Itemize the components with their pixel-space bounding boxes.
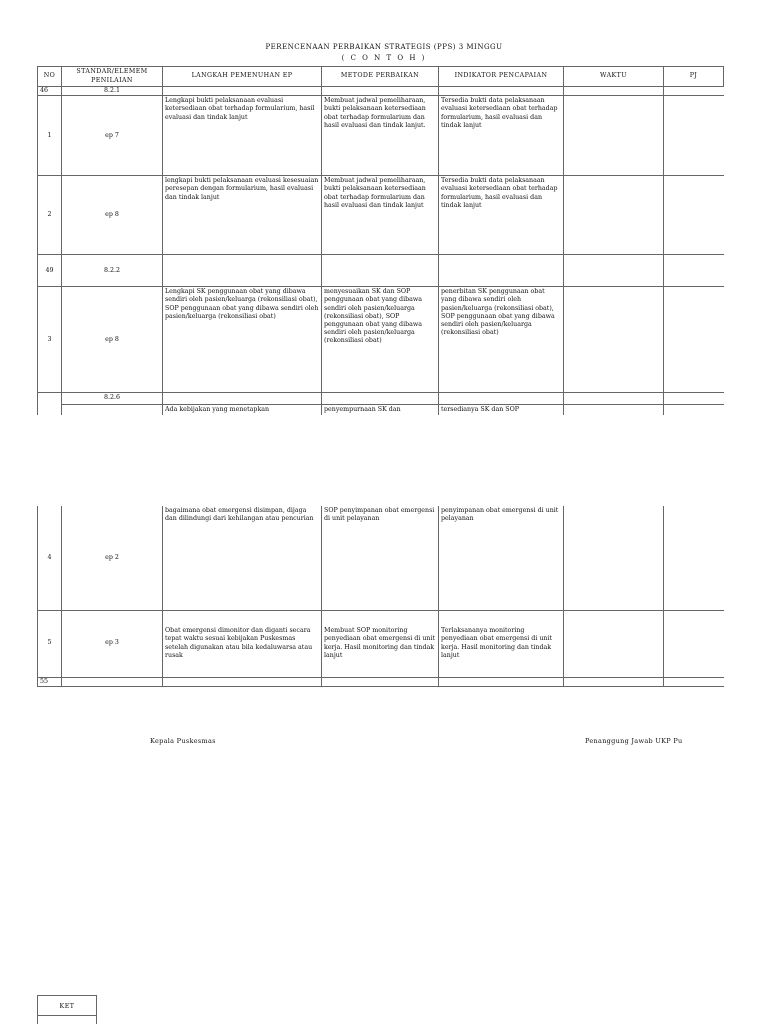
row-standar: 8.2.6 xyxy=(62,393,163,405)
row-indikator: Tersedia bukti data pelaksanaan evaluasi ketersediaan obat terhadap formularium, hasil evaluasi dan tindak lanjut xyxy=(439,96,564,176)
col-header-pj: PJ xyxy=(664,67,724,87)
row-langkah: lengkapi bukti pelaksanaan evaluasi kesesuaian peresepan dengan formularium, hasil evaluasi dan tindak lanjut xyxy=(163,176,322,255)
table-row-3 xyxy=(38,287,724,393)
row-metode: penyempurnaan SK dan xyxy=(322,405,439,416)
row-metode: Membuat jadwal pemeliharaan, bukti pelaksanaan ketersediaan obat terhadap formularium dan hasil evaluasi dan tindak lanjut xyxy=(322,176,439,255)
table-row-group-826 xyxy=(38,393,724,405)
ket-label: KET xyxy=(38,996,96,1016)
row-langkah: Obat emergensi dimonitor dan diganti secara tepat waktu sesuai kebijakan Puskesmas setelah digunakan atau bila kedaluwarsa atau rusak xyxy=(163,610,322,677)
col-header-waktu: WAKTU xyxy=(564,67,664,87)
row-langkah: Lengkapi SK penggunaan obat yang dibawa sendiri oleh pasien/keluarga (rekonsiliasi obat), SOP penggunaan obat yang dibawa sendiri oleh pasien/keluarga (rekonsiliasi obat) xyxy=(163,287,322,393)
row-no: 55 xyxy=(38,677,62,686)
row-pj xyxy=(664,176,724,255)
row-indikator: penerbitan SK penggunaan obat yang dibawa sendiri oleh pasien/keluarga (rekonsiliasi obat), SOP penggunaan obat yang dibawa sendiri oleh pasien/keluarga (rekonsiliasi obat) xyxy=(439,287,564,393)
document-subtitle: ( C O N T O H ) xyxy=(341,54,427,62)
signature-penanggung-jawab: Penanggung Jawab UKP Pu xyxy=(585,737,683,745)
row-metode: SOP penyimpanan obat emergensi di unit pelayanan xyxy=(322,506,439,610)
row-metode: Membuat SOP monitoring penyediaan obat emergensi di unit kerja. Hasil monitoring dan tindak lanjut xyxy=(322,610,439,677)
row-standar: ep 2 xyxy=(62,506,163,610)
row-pj xyxy=(664,506,724,610)
row-waktu xyxy=(564,610,664,677)
table-row-group-55 xyxy=(38,677,724,686)
row-waktu xyxy=(564,176,664,255)
row-standar: ep 8 xyxy=(62,287,163,393)
row-waktu xyxy=(564,287,664,393)
row-no: 4 xyxy=(38,506,62,610)
row-no: 49 xyxy=(38,255,62,287)
row-langkah: Lengkapi bukti pelaksanaan evaluasi ketersediaan obat terhadap formularium, hasil evaluasi dan tindak lanjut xyxy=(163,96,322,176)
row-standar: 8.2.1 xyxy=(62,87,163,96)
table-row-5 xyxy=(38,610,724,677)
row-standar: ep 8 xyxy=(62,176,163,255)
row-pj xyxy=(664,96,724,176)
signature-kepala-puskesmas: Kepala Puskesmas xyxy=(150,737,216,745)
row-waktu xyxy=(564,506,664,610)
table-row-1 xyxy=(38,96,724,176)
ket-box xyxy=(37,995,97,1024)
col-header-no: NO xyxy=(38,67,62,87)
col-header-indikator: INDIKATOR PENCAPAIAN xyxy=(439,67,564,87)
table-row-2 xyxy=(38,176,724,255)
row-langkah: Ada kebijakan yang menetapkan xyxy=(163,405,322,416)
row-langkah: bagaimana obat emergensi disimpan, dijaga dan dilindungi dari kehilangan atau pencurian xyxy=(163,506,322,610)
document-title: PERENCENAAN PERBAIKAN STRATEGIS (PPS) 3 MINGGU xyxy=(265,43,503,51)
row-no: 3 xyxy=(38,287,62,393)
row-indikator: Tersedia bukti data pelaksanaan evaluasi ketersediaan obat terhadap formularium, hasil evaluasi dan tindak lanjut xyxy=(439,176,564,255)
pps-table-upper xyxy=(37,66,724,415)
row-no: 46 xyxy=(38,87,62,96)
row-indikator: tersedianya SK dan SOP xyxy=(439,405,564,416)
row-no: 1 xyxy=(38,96,62,176)
row-standar: ep 7 xyxy=(62,96,163,176)
row-standar: 8.2.2 xyxy=(62,255,163,287)
col-header-langkah: LANGKAH PEMENUHAN EP xyxy=(163,67,322,87)
row-standar: ep 3 xyxy=(62,610,163,677)
row-no: 5 xyxy=(38,610,62,677)
row-indikator: Terlaksananya monitoring penyediaan obat emergensi di unit kerja. Hasil monitoring dan tindak lanjut xyxy=(439,610,564,677)
row-pj xyxy=(664,287,724,393)
table-row-4 xyxy=(38,506,724,610)
row-metode: menyesuaikan SK dan SOP penggunaan obat yang dibawa sendiri oleh pasien/keluarga (rekonsiliasi obat), SOP penggunaan obat yang dibawa sendiri oleh pasien/keluarga (rekonsiliasi obat) xyxy=(322,287,439,393)
row-no: 2 xyxy=(38,176,62,255)
row-indikator: penyimpanan obat emergensi di unit pelayanan xyxy=(439,506,564,610)
table-row-partial xyxy=(38,405,724,416)
row-pj xyxy=(664,610,724,677)
table-row-group-46 xyxy=(38,87,724,96)
table-row-group-49 xyxy=(38,255,724,287)
row-metode: Membuat jadwal pemeliharaan, bukti pelaksanaan ketersediaan obat terhadap formularium dan hasil evaluasi dan tindak lanjut. xyxy=(322,96,439,176)
pps-table-lower xyxy=(37,506,724,687)
col-header-standar: STANDAR/ELEMEM PENILAIAN xyxy=(62,67,163,87)
col-header-metode: METODE PERBAIKAN xyxy=(322,67,439,87)
row-waktu xyxy=(564,96,664,176)
table-header-row xyxy=(38,67,724,87)
